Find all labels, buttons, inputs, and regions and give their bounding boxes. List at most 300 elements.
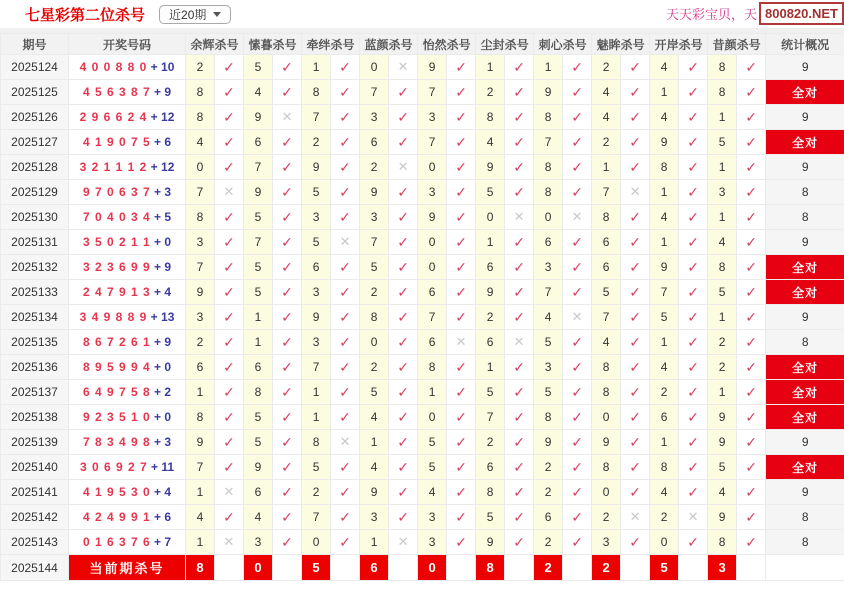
site-url-badge: 800820.NET [759, 2, 844, 25]
check-icon: ✓ [281, 458, 293, 475]
kill-result-cell [331, 80, 360, 105]
kill-result-cell [389, 480, 418, 505]
kill-number-cell: 5 [244, 280, 273, 305]
check-icon: ✓ [571, 133, 583, 150]
kill-result-cell [737, 305, 766, 330]
check-icon: ✓ [629, 108, 641, 125]
check-icon: ✓ [513, 308, 525, 325]
kill-number-cell: 8 [592, 205, 621, 230]
kill-number-cell: 6 [244, 480, 273, 505]
current-kill-number-cell: 2 [592, 555, 621, 581]
kill-number-cell: 5 [244, 405, 273, 430]
kill-result-cell [679, 380, 708, 405]
front-numbers: 2 9 6 6 2 4 [79, 110, 148, 124]
kill-number-cell: 6 [650, 405, 679, 430]
current-kill-number-cell: 6 [360, 555, 389, 581]
kill-result-cell [273, 205, 302, 230]
kill-result-cell [737, 455, 766, 480]
kill-result-cell [505, 355, 534, 380]
kill-number-cell: 3 [244, 530, 273, 555]
kill-number-cell: 3 [360, 205, 389, 230]
kill-result-cell [679, 55, 708, 80]
kill-number-cell: 5 [244, 55, 273, 80]
kill-result-cell [447, 305, 476, 330]
winning-numbers-cell [69, 230, 186, 255]
empty-cell [331, 555, 360, 581]
kill-number-cell: 7 [186, 255, 215, 280]
kill-number-cell: 3 [302, 280, 331, 305]
kill-number-cell: 4 [650, 480, 679, 505]
kill-number-cell: 7 [302, 105, 331, 130]
period-cell: 2025131 [1, 230, 69, 255]
kill-result-cell [215, 505, 244, 530]
check-icon: ✓ [629, 133, 641, 150]
kill-result-cell [273, 305, 302, 330]
current-kill-number-cell: 3 [708, 555, 737, 581]
kill-number-cell: 9 [476, 280, 505, 305]
check-icon: ✓ [687, 358, 699, 375]
kill-number-cell: 7 [302, 355, 331, 380]
stat-cell: 9 [766, 430, 844, 455]
current-period-row [1, 555, 844, 581]
kill-result-cell [273, 530, 302, 555]
check-icon: ✓ [455, 108, 467, 125]
check-icon: ✓ [455, 208, 467, 225]
kill-result-cell [389, 380, 418, 405]
kill-result-cell [389, 255, 418, 280]
kill-number-cell: 8 [186, 80, 215, 105]
page-title: 七星彩第二位杀号 [25, 6, 146, 24]
kill-result-cell [447, 230, 476, 255]
period-cell: 2025133 [1, 280, 69, 305]
kill-result-cell [679, 405, 708, 430]
kill-result-cell [331, 155, 360, 180]
kill-number-cell: 1 [186, 480, 215, 505]
kill-number-cell: 6 [592, 255, 621, 280]
bonus-number: 9 [164, 260, 172, 274]
winning-numbers-cell [69, 155, 186, 180]
kill-result-cell [505, 230, 534, 255]
current-kill-number-cell: 2 [534, 555, 563, 581]
plus-sign: + [150, 360, 165, 374]
kill-number-cell: 5 [244, 430, 273, 455]
kill-number-cell: 1 [708, 105, 737, 130]
bonus-number: 0 [164, 360, 172, 374]
check-icon: ✓ [281, 58, 293, 75]
kill-number-cell: 1 [650, 80, 679, 105]
check-icon: ✓ [223, 58, 235, 75]
kill-number-cell: 0 [650, 530, 679, 555]
kill-result-cell [563, 130, 592, 155]
kill-number-cell: 5 [244, 205, 273, 230]
check-icon: ✓ [397, 458, 409, 475]
kill-number-cell: 7 [418, 130, 447, 155]
promo-text: 天天彩宝贝，天 [665, 7, 757, 22]
kill-result-cell [505, 55, 534, 80]
check-icon: ✓ [223, 258, 235, 275]
kill-result-cell [621, 280, 650, 305]
kill-result-cell [621, 105, 650, 130]
check-icon: ✓ [745, 533, 758, 550]
kill-number-cell: 7 [534, 280, 563, 305]
check-icon: ✓ [571, 283, 583, 300]
table-row [1, 280, 844, 305]
kill-result-cell [621, 80, 650, 105]
kill-result-cell [737, 280, 766, 305]
kill-result-cell [563, 230, 592, 255]
kill-result-cell [621, 505, 650, 530]
empty-cell [447, 555, 476, 581]
stat-cell: 9 [766, 105, 844, 130]
check-icon: ✓ [571, 433, 583, 450]
kill-number-cell: 0 [476, 205, 505, 230]
kill-number-cell: 9 [302, 305, 331, 330]
kill-result-cell [505, 505, 534, 530]
kill-number-cell: 9 [476, 155, 505, 180]
kill-result-cell [447, 455, 476, 480]
period-cell: 2025136 [1, 355, 69, 380]
bonus-number: 3 [164, 435, 172, 449]
check-icon: ✓ [745, 58, 758, 75]
bonus-number: 0 [164, 235, 172, 249]
kill-result-cell [505, 280, 534, 305]
front-numbers: 3 0 6 9 2 7 [79, 460, 148, 474]
kill-number-cell: 2 [534, 530, 563, 555]
kill-number-cell: 9 [302, 155, 331, 180]
empty-stat-cell [766, 555, 844, 581]
kill-result-cell [447, 280, 476, 305]
check-icon: ✓ [281, 358, 293, 375]
check-icon: ✓ [281, 383, 293, 400]
table-row [1, 405, 844, 430]
front-numbers: 3 4 9 8 8 9 [79, 310, 148, 324]
check-icon: ✓ [339, 458, 351, 475]
winning-numbers-cell [69, 180, 186, 205]
kill-number-cell: 5 [418, 430, 447, 455]
check-icon: ✓ [281, 508, 293, 525]
kill-result-cell [679, 180, 708, 205]
check-icon: ✓ [281, 533, 293, 550]
check-icon: ✓ [339, 208, 351, 225]
check-icon: ✓ [339, 283, 351, 300]
kill-number-cell: 9 [418, 205, 447, 230]
kill-number-cell: 0 [418, 155, 447, 180]
kill-result-cell [505, 205, 534, 230]
kill-number-cell: 1 [708, 205, 737, 230]
check-icon: ✓ [629, 333, 641, 350]
check-icon: ✓ [571, 333, 583, 350]
check-icon: ✓ [629, 458, 641, 475]
kill-result-cell [563, 355, 592, 380]
kill-result-cell [679, 255, 708, 280]
kill-number-cell: 5 [244, 255, 273, 280]
kill-result-cell [679, 230, 708, 255]
check-icon: ✓ [397, 408, 409, 425]
check-icon: ✓ [397, 83, 409, 100]
kill-number-cell: 9 [244, 105, 273, 130]
kill-number-cell: 3 [360, 505, 389, 530]
check-icon: ✓ [281, 408, 293, 425]
kill-result-cell [273, 430, 302, 455]
check-icon: ✓ [339, 308, 351, 325]
plus-sign: + [147, 160, 162, 174]
check-icon: ✓ [281, 483, 293, 500]
check-icon: ✓ [687, 308, 699, 325]
check-icon: ✓ [281, 333, 293, 350]
check-icon: ✓ [397, 183, 409, 200]
check-icon: ✓ [629, 433, 641, 450]
kill-number-cell: 1 [650, 180, 679, 205]
kill-number-cell: 8 [650, 155, 679, 180]
check-icon: ✓ [223, 83, 235, 100]
winning-numbers-cell [69, 530, 186, 555]
front-numbers: 8 6 7 2 6 1 [82, 335, 151, 349]
check-icon: ✓ [571, 108, 583, 125]
check-icon: ✓ [455, 133, 467, 150]
check-icon: ✓ [397, 433, 409, 450]
empty-cell [273, 555, 302, 581]
table-row [1, 80, 844, 105]
winning-numbers-cell [69, 430, 186, 455]
kill-number-cell: 3 [708, 180, 737, 205]
check-icon: ✓ [513, 108, 525, 125]
check-icon: ✓ [513, 458, 525, 475]
period-cell: 2025130 [1, 205, 69, 230]
kill-result-cell [389, 180, 418, 205]
kill-number-cell: 3 [534, 355, 563, 380]
kill-result-cell [389, 355, 418, 380]
kill-result-cell [447, 55, 476, 80]
kill-number-cell: 8 [592, 455, 621, 480]
kill-result-cell [331, 455, 360, 480]
top-right-branding [666, 2, 844, 25]
plus-sign: + [150, 135, 165, 149]
check-icon: ✓ [397, 208, 409, 225]
kill-number-cell: 6 [244, 355, 273, 380]
kill-number-cell: 9 [360, 180, 389, 205]
kill-result-cell [679, 205, 708, 230]
period-range-select[interactable] [159, 5, 231, 24]
kill-result-cell [737, 380, 766, 405]
kill-number-cell: 8 [592, 380, 621, 405]
kill-number-cell: 2 [360, 280, 389, 305]
kill-result-cell [273, 480, 302, 505]
cross-icon: ✕ [397, 59, 409, 74]
kill-number-cell: 4 [360, 405, 389, 430]
check-icon: ✓ [339, 158, 351, 175]
kill-result-cell [331, 380, 360, 405]
kill-result-cell [331, 405, 360, 430]
kill-number-cell: 9 [650, 130, 679, 155]
kill-result-cell [389, 330, 418, 355]
kill-number-cell: 5 [534, 330, 563, 355]
stat-cell: 8 [766, 330, 844, 355]
kill-result-cell [737, 155, 766, 180]
kill-number-cell: 4 [244, 80, 273, 105]
kill-number-cell: 1 [650, 230, 679, 255]
kill-result-cell [505, 455, 534, 480]
kill-number-cell: 3 [186, 305, 215, 330]
kill-number-cell: 8 [360, 305, 389, 330]
kill-result-cell [447, 180, 476, 205]
period-cell: 2025124 [1, 55, 69, 80]
empty-cell [215, 555, 244, 581]
winning-numbers-cell [69, 405, 186, 430]
winning-numbers-cell [69, 255, 186, 280]
kill-result-cell [679, 155, 708, 180]
kill-result-cell [621, 230, 650, 255]
check-icon: ✓ [223, 408, 235, 425]
kill-result-cell [737, 505, 766, 530]
table-row [1, 155, 844, 180]
check-icon: ✓ [513, 258, 525, 275]
check-icon: ✓ [339, 508, 351, 525]
kill-result-cell [621, 305, 650, 330]
kill-result-cell [563, 430, 592, 455]
check-icon: ✓ [629, 383, 641, 400]
winning-numbers-cell [69, 355, 186, 380]
kill-result-cell [563, 405, 592, 430]
kill-result-cell [621, 530, 650, 555]
kill-result-cell [563, 280, 592, 305]
kill-result-cell [273, 55, 302, 80]
table-row [1, 430, 844, 455]
check-icon: ✓ [455, 458, 467, 475]
kill-result-cell [273, 255, 302, 280]
current-kill-number-cell: 0 [244, 555, 273, 581]
kill-number-cell: 6 [534, 505, 563, 530]
bonus-number: 6 [164, 510, 172, 524]
kill-number-cell: 4 [708, 480, 737, 505]
kill-number-cell: 8 [708, 55, 737, 80]
winning-numbers-cell [69, 80, 186, 105]
check-icon: ✓ [687, 58, 699, 75]
stat-allright-badge: 全对 [766, 280, 844, 305]
kill-number-cell: 3 [302, 330, 331, 355]
check-icon: ✓ [455, 58, 467, 75]
kill-number-cell: 7 [244, 230, 273, 255]
front-numbers: 3 5 0 2 1 1 [82, 235, 151, 249]
column-header: 魅眸杀号 [592, 34, 650, 55]
front-numbers: 6 4 9 7 5 8 [82, 385, 151, 399]
check-icon: ✓ [687, 233, 699, 250]
table-row [1, 205, 844, 230]
kill-number-cell: 2 [534, 480, 563, 505]
check-icon: ✓ [513, 433, 525, 450]
check-icon: ✓ [687, 408, 699, 425]
plus-sign: + [147, 110, 162, 124]
table-row [1, 130, 844, 155]
kill-number-cell: 7 [186, 180, 215, 205]
kill-number-cell: 8 [244, 380, 273, 405]
column-header: 统计概况 [766, 34, 844, 55]
kill-number-cell: 5 [360, 380, 389, 405]
kill-result-cell [505, 255, 534, 280]
check-icon: ✓ [397, 383, 409, 400]
plus-sign: + [150, 535, 165, 549]
period-cell: 2025141 [1, 480, 69, 505]
kill-result-cell [621, 255, 650, 280]
winning-numbers-cell [69, 330, 186, 355]
check-icon: ✓ [571, 258, 583, 275]
kill-result-cell [273, 180, 302, 205]
kill-result-cell [331, 505, 360, 530]
cross-icon: ✕ [571, 309, 583, 324]
kill-result-cell [215, 530, 244, 555]
kill-result-cell [563, 105, 592, 130]
check-icon: ✓ [397, 358, 409, 375]
kill-number-cell: 0 [534, 205, 563, 230]
kill-result-cell [389, 505, 418, 530]
kill-result-cell [563, 330, 592, 355]
kill-number-cell: 1 [244, 305, 273, 330]
kill-result-cell [447, 355, 476, 380]
kill-result-cell [331, 180, 360, 205]
kill-number-cell: 8 [302, 80, 331, 105]
kill-result-cell [273, 130, 302, 155]
kill-result-cell [563, 455, 592, 480]
kill-number-cell: 5 [650, 305, 679, 330]
kill-result-cell [447, 405, 476, 430]
kill-result-cell [621, 155, 650, 180]
kill-number-cell: 9 [360, 480, 389, 505]
kill-number-cell: 4 [186, 505, 215, 530]
empty-cell [563, 555, 592, 581]
cross-icon: ✕ [629, 509, 641, 524]
kill-result-cell [505, 330, 534, 355]
kill-number-cell: 6 [476, 330, 505, 355]
kill-result-cell [679, 280, 708, 305]
kill-number-cell: 4 [360, 455, 389, 480]
check-icon: ✓ [339, 108, 351, 125]
check-icon: ✓ [745, 108, 758, 125]
kill-number-cell: 8 [302, 430, 331, 455]
check-icon: ✓ [281, 308, 293, 325]
kill-result-cell [215, 105, 244, 130]
plus-sign: + [150, 185, 165, 199]
kill-number-cell: 1 [592, 155, 621, 180]
check-icon: ✓ [629, 483, 641, 500]
kill-result-cell [273, 105, 302, 130]
kill-result-cell [563, 155, 592, 180]
kill-result-cell [215, 305, 244, 330]
kill-result-cell [563, 380, 592, 405]
kill-result-cell [505, 105, 534, 130]
kill-number-cell: 5 [708, 455, 737, 480]
kill-number-cell: 5 [476, 505, 505, 530]
kill-result-cell [505, 305, 534, 330]
bonus-number: 2 [164, 385, 172, 399]
kill-result-cell [331, 105, 360, 130]
kill-result-cell [389, 405, 418, 430]
check-icon: ✓ [223, 358, 235, 375]
kill-result-cell [621, 380, 650, 405]
plus-sign: + [150, 410, 165, 424]
kill-result-cell [621, 455, 650, 480]
check-icon: ✓ [223, 433, 235, 450]
kill-number-cell: 0 [360, 330, 389, 355]
table-row [1, 230, 844, 255]
check-icon: ✓ [687, 133, 699, 150]
table-row [1, 255, 844, 280]
kill-result-cell [621, 330, 650, 355]
check-icon: ✓ [571, 158, 583, 175]
kill-result-cell [563, 505, 592, 530]
bonus-number: 6 [164, 135, 172, 149]
check-icon: ✓ [455, 533, 467, 550]
kill-result-cell [215, 255, 244, 280]
kill-number-cell: 9 [534, 80, 563, 105]
